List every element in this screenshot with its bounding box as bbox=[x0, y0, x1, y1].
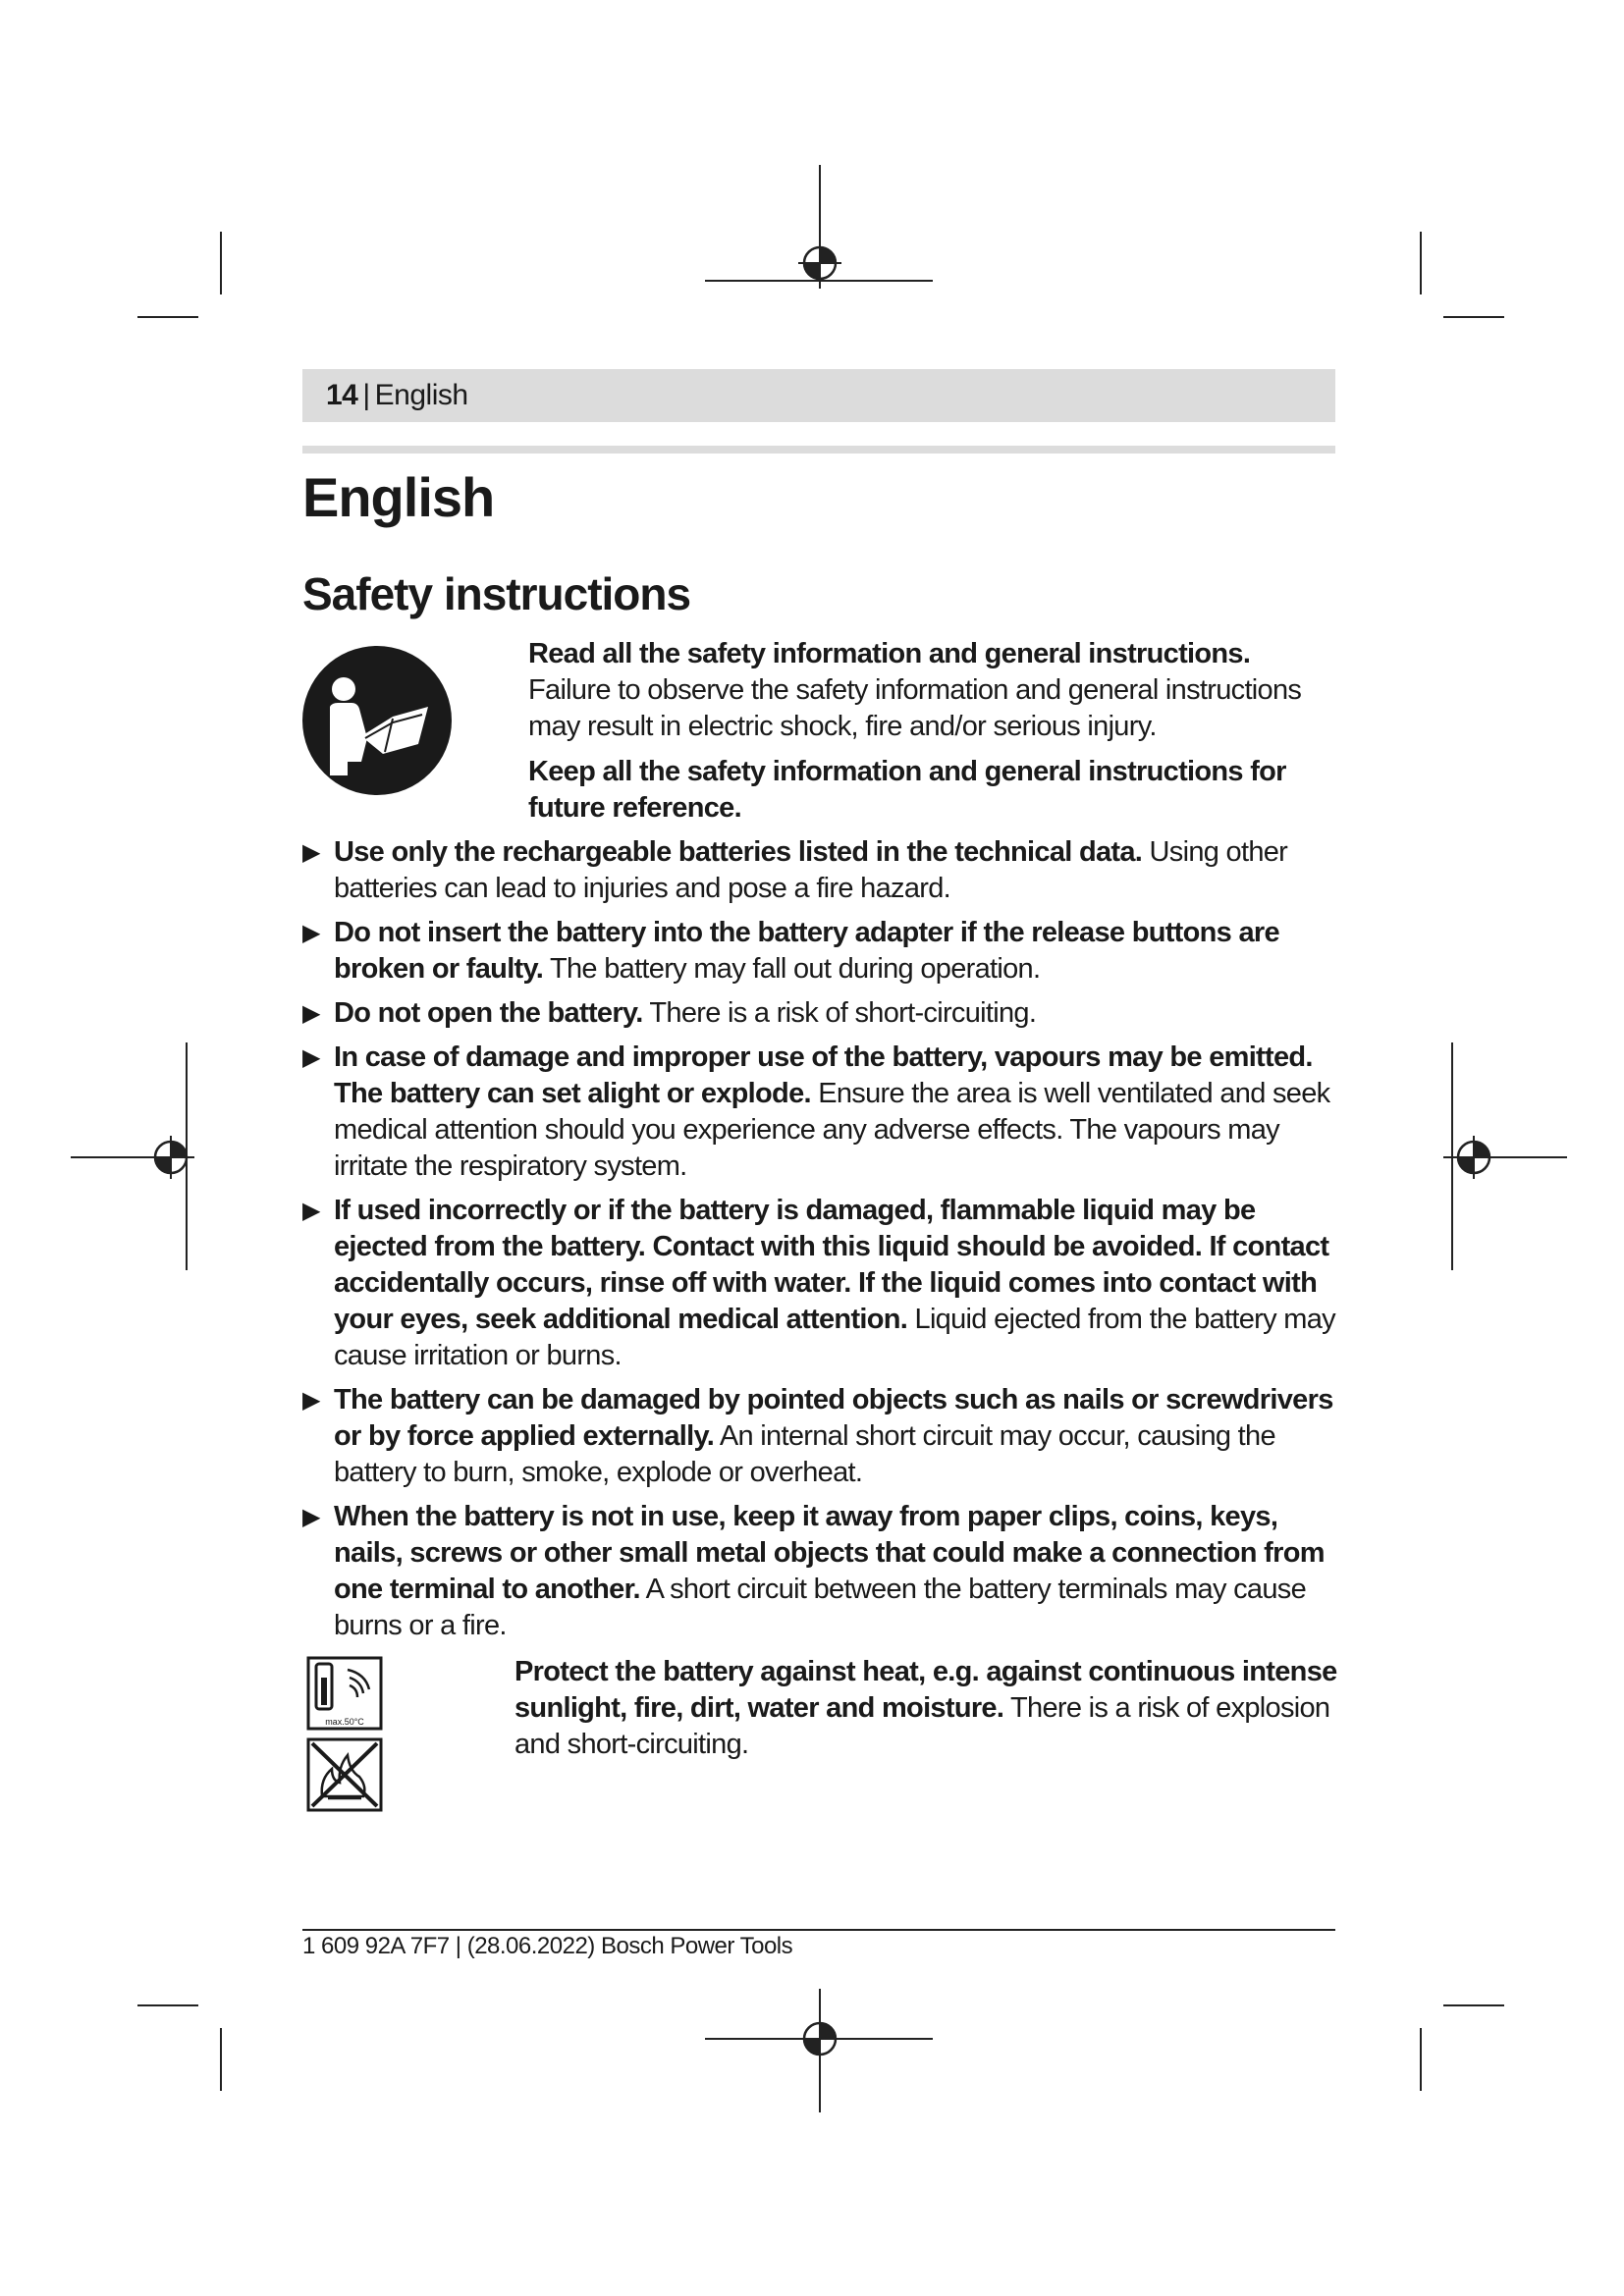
list-item: ▶ The battery can be damaged by pointed objects such as nails or screwdrivers or by force applied externally. An internal short circuit may occur, causing the battery to burn, smoke, explode or overheat. bbox=[302, 1384, 1333, 1488]
bullet-arrow-icon: ▶ bbox=[302, 920, 320, 946]
bullet-arrow-icon: ▶ bbox=[302, 1504, 320, 1530]
page-number: 14 bbox=[326, 379, 358, 411]
no-fire-water-icon bbox=[306, 1737, 383, 1812]
page-header bbox=[302, 369, 1335, 422]
list-item: ▶ If used incorrectly or if the battery is damaged, flammable liquid may be ejected from the battery. Contact with this liquid should be avoided. If contact accidentally occurs, rinse off with water. If the liquid comes into contact with your eyes, seek additional medical attention. Liquid ejected from the battery may cause irritation or burns. bbox=[302, 1195, 1335, 1371]
read-manual-icon bbox=[302, 646, 452, 795]
intro-paragraph-1: Read all the safety information and general instructions. Failure to observe the safety information and general instructions may result in electric shock, fire and/or serious injury. bbox=[528, 638, 1302, 742]
intro-paragraph-2: Keep all the safety information and general instructions for future reference. bbox=[528, 756, 1286, 824]
page-footer: 1 609 92A 7F7 | (28.06.2022) Bosch Power Tools bbox=[302, 1933, 793, 1959]
heat-warning-paragraph: Protect the battery against heat, e.g. against continuous intense sunlight, fire, dirt, water and moisture. There is a risk of explosion and short-circuiting. bbox=[514, 1656, 1337, 1760]
crop-mark bbox=[220, 2028, 222, 2091]
registration-target-icon bbox=[798, 241, 841, 285]
crop-mark bbox=[1420, 232, 1422, 294]
crop-mark bbox=[1443, 2004, 1504, 2006]
registration-target-icon bbox=[149, 1136, 192, 1179]
registration-target-icon bbox=[798, 2017, 841, 2060]
crop-mark bbox=[137, 316, 198, 318]
intro-block bbox=[528, 636, 1339, 835]
crop-mark bbox=[137, 2004, 198, 2006]
registration-target-icon bbox=[1452, 1136, 1495, 1179]
bullet-arrow-icon: ▶ bbox=[302, 1000, 320, 1027]
footer-rule bbox=[302, 1929, 1335, 1931]
list-item: ▶ In case of damage and improper use of the battery, vapours may be emitted. The battery can set alight or explode. Ensure the area is well ventilated and seek medical attention should you experience any adverse effects. The vapours may irritate the respiratory system. bbox=[302, 1041, 1330, 1182]
bullet-arrow-icon: ▶ bbox=[302, 1387, 320, 1414]
list-item: ▶ Use only the rechargeable batteries listed in the technical data. Using other batteries can lead to injuries and pose a fire hazard. bbox=[302, 836, 1288, 904]
header-rule bbox=[302, 446, 1335, 454]
bullet-arrow-icon: ▶ bbox=[302, 1044, 320, 1071]
header-separator: | bbox=[362, 379, 370, 411]
bullet-arrow-icon: ▶ bbox=[302, 1198, 320, 1224]
list-item: ▶ Do not open the battery. There is a risk of short-circuiting. bbox=[302, 997, 1037, 1029]
header-language: English bbox=[374, 379, 468, 411]
list-item: ▶ Do not insert the battery into the battery adapter if the release buttons are broken or faulty. The battery may fall out during operation. bbox=[302, 917, 1279, 985]
temp-icon-label: max.50°C bbox=[325, 1717, 364, 1727]
list-item: ▶ When the battery is not in use, keep it away from paper clips, coins, keys, nails, screws or other small metal objects that could make a connection from one terminal to another. A short circuit between the battery terminals may cause burns or a fire. bbox=[302, 1501, 1325, 1641]
section-title: Safety instructions bbox=[302, 568, 691, 619]
bullet-arrow-icon: ▶ bbox=[302, 839, 320, 866]
heat-warning bbox=[514, 1654, 1339, 1763]
crop-mark bbox=[220, 232, 222, 294]
page-title: English bbox=[302, 466, 495, 528]
crop-mark bbox=[1420, 2028, 1422, 2091]
safety-bullet-list bbox=[302, 834, 1339, 1652]
crop-mark bbox=[1443, 316, 1504, 318]
temperature-warning-icon bbox=[306, 1656, 383, 1731]
